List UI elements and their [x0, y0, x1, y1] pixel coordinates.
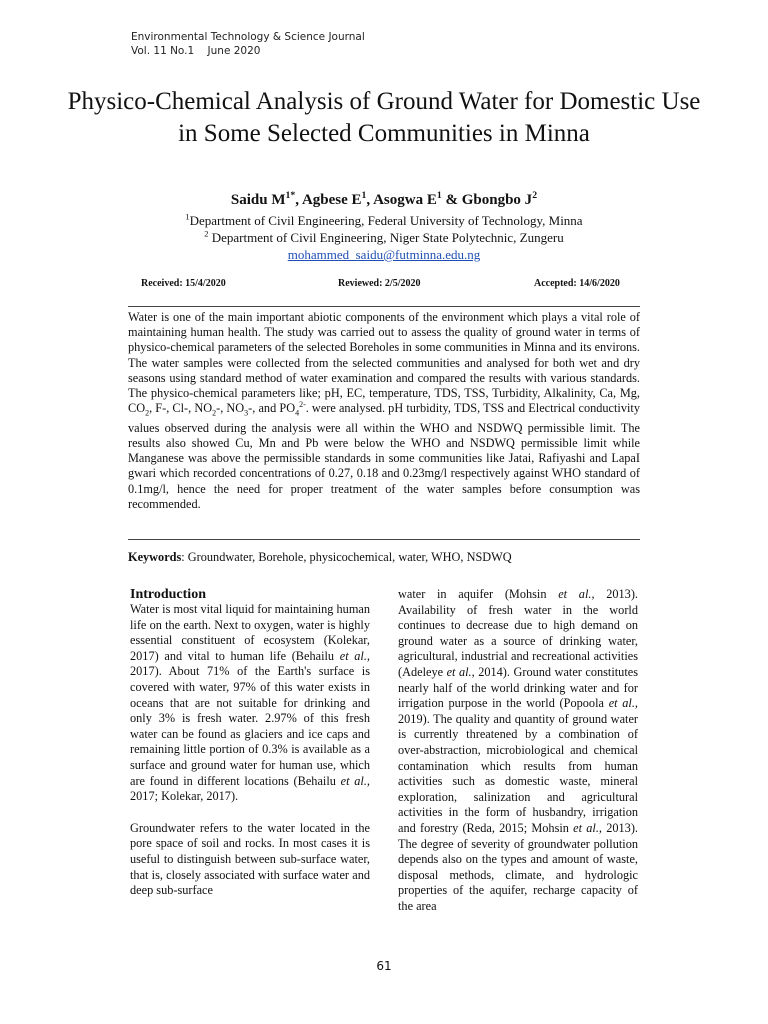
reviewed-date: Reviewed: 2/5/2020 [338, 278, 421, 289]
paper-title: Physico-Chemical Analysis of Ground Water for Domestic Use in Some Selected Communities in Minna [67, 88, 701, 147]
abstract-top-rule [128, 306, 640, 307]
intro-right-text-c: 2014). Ground water constitutes nearly half of the world drinking water and for irrigation purpose in the world (Popoola [398, 664, 638, 711]
abstract-sup-po4: 2- [299, 400, 306, 410]
intro-paragraph-2: Groundwater refers to the water located in the pore space of soil and rocks. In most cases it is useful to distinguish between sub-surface water, that is, closely associated with surface water and deep sub-surface [130, 820, 370, 898]
affiliation-1-number: 1 [185, 211, 190, 222]
intro-p1-text-c: 2017; Kolekar, 2017). [130, 789, 239, 804]
keywords-list: : Groundwater, Borehole, physicochemical, water, WHO, NSDWQ [181, 550, 512, 564]
author-4: & Gbongbo J [441, 192, 533, 208]
affiliation-2-number: 2 [204, 228, 209, 239]
intro-p1-text-b: 2017). About 71% of the Earth's surface is covered with water, 97% of this water exists in oceans that are not suitable for drinking and only 3% is fresh water. 2.97% of this fresh water can be found as glaciers and ice caps and remaining little portion of 0.3% is available as a surface and ground water for human use, which are found in different locations (Behailu [130, 664, 370, 788]
abstract [128, 310, 640, 512]
email-row [0, 246, 768, 263]
abstract-sub-no3: 3 [244, 408, 249, 418]
abstract-sub-po4: 4 [295, 408, 300, 418]
journal-issue: Vol. 11 No.1 June 2020 [131, 45, 261, 57]
abstract-text-3: -, NO [216, 401, 245, 416]
abstract-sub-no2: 2 [212, 408, 217, 418]
author-3-affiliation: 1 [436, 190, 442, 201]
page-number: 61 [376, 959, 392, 973]
intro-right-text-b: 2013). Availability of fresh water in the world continues to decrease due to high demand on ground water as a source of drinking water, agricultural, industrial and recreational activities (Adeleye [398, 587, 639, 679]
intro-p1-text-a: Water is most vital liquid for maintaining human life on the earth. Next to oxygen, water is highly essential constituent of ecosystem (Kolekar, 2017) and vital to human life (Behailu [130, 602, 370, 663]
abstract-text-2: , F-, Cl-, NO [149, 401, 213, 416]
intro-right-text-d: 2019). The quality and quantity of ground water is currently threatened by a combination of over-abstraction, microbiological and chemical contamination which results from human activities such as domestic waste, mineral exploration, salinization and agricultural activities in the form of husbandry, irrigation and forestry (Reda, 2015; Mohsin [398, 711, 638, 835]
abstract-bottom-rule [128, 539, 640, 540]
affiliation-1-text: Department of Civil Engineering, Federal University of Technology, Minna [189, 213, 583, 228]
intro-right-column [398, 587, 638, 914]
author-3: , Asogwa E [366, 192, 437, 208]
abstract-text-1: Water is one of the main important abiotic components of the environment which plays a vital role of maintaining human health. The study was carried out to assess the quality of ground water in terms of physico-chemical parameters of the selected Boreholes in some communities in Minna and its environs. The water samples were collected from the selected communities and analysed for both wet and dry seasons using standard method of water examination and compared the results with various standards. The physico-chemical parameters like; pH, EC, temperature, TDS, TSS, Turbidity, Alkalinity, Ca, Mg, CO [128, 310, 640, 416]
citation-etal: et al., [340, 773, 370, 788]
author-1: Saidu M [230, 192, 286, 208]
affiliation-2-text: Department of Civil Engineering, Niger State Polytechnic, Zungeru [208, 230, 564, 245]
journal-name: Environmental Technology & Science Journal [131, 31, 365, 43]
citation-etal: et al., [446, 664, 475, 679]
abstract-sub-co2: 2 [145, 408, 150, 418]
author-2: , Agbese E [295, 192, 362, 208]
abstract-text-5: . were analysed. pH turbidity, TDS, TSS and Electrical conductivity values observed during the analysis were all within the WHO and NSDWQ permissible limit. The results also showed Cu, Mn and Pb were below the WHO and NSDWQ permissible limit while Manganese was above the permissible standards in some communities like Jatai, Rafiyashi and LapaI gwari which recorded concentrations of 0.27, 0.18 and 0.23mg/l respectively against WHO standard of 0.1mg/l, hence the need for proper treatment of the water samples before consumption was recommended. [128, 401, 640, 511]
intro-right-text-e: 2013). The degree of severity of groundwater pollution depends also on the types and amount of waste, disposal methods, climate, and hydrologic properties of the aquifer, recharge capacity of the area [398, 820, 638, 913]
citation-etal: et al., [608, 696, 638, 711]
journal-header [131, 30, 365, 58]
author-2-affiliation: 1 [361, 190, 367, 201]
contact-email-link[interactable]: mohammed_saidu@futminna.edu.ng [287, 247, 481, 262]
affiliation-1 [0, 212, 768, 229]
accepted-date: Accepted: 14/6/2020 [534, 278, 620, 289]
author-list [0, 192, 768, 209]
intro-right-text-a: water in aquifer (Mohsin [398, 587, 559, 601]
intro-left-column [130, 602, 370, 899]
keywords-label: Keywords [128, 550, 182, 564]
citation-etal: et al., [558, 587, 595, 601]
citation-etal: et al., [339, 648, 370, 663]
keywords [128, 550, 640, 565]
author-4-affiliation: 2 [532, 190, 538, 201]
intro-paragraph-1 [130, 602, 370, 805]
affiliation-2 [0, 229, 768, 246]
introduction-heading: Introduction [130, 587, 206, 602]
abstract-text-4: -, and PO [248, 401, 296, 416]
author-1-affiliation: 1* [285, 190, 296, 201]
received-date: Received: 15/4/2020 [141, 278, 226, 289]
citation-etal: et al., [573, 820, 602, 835]
